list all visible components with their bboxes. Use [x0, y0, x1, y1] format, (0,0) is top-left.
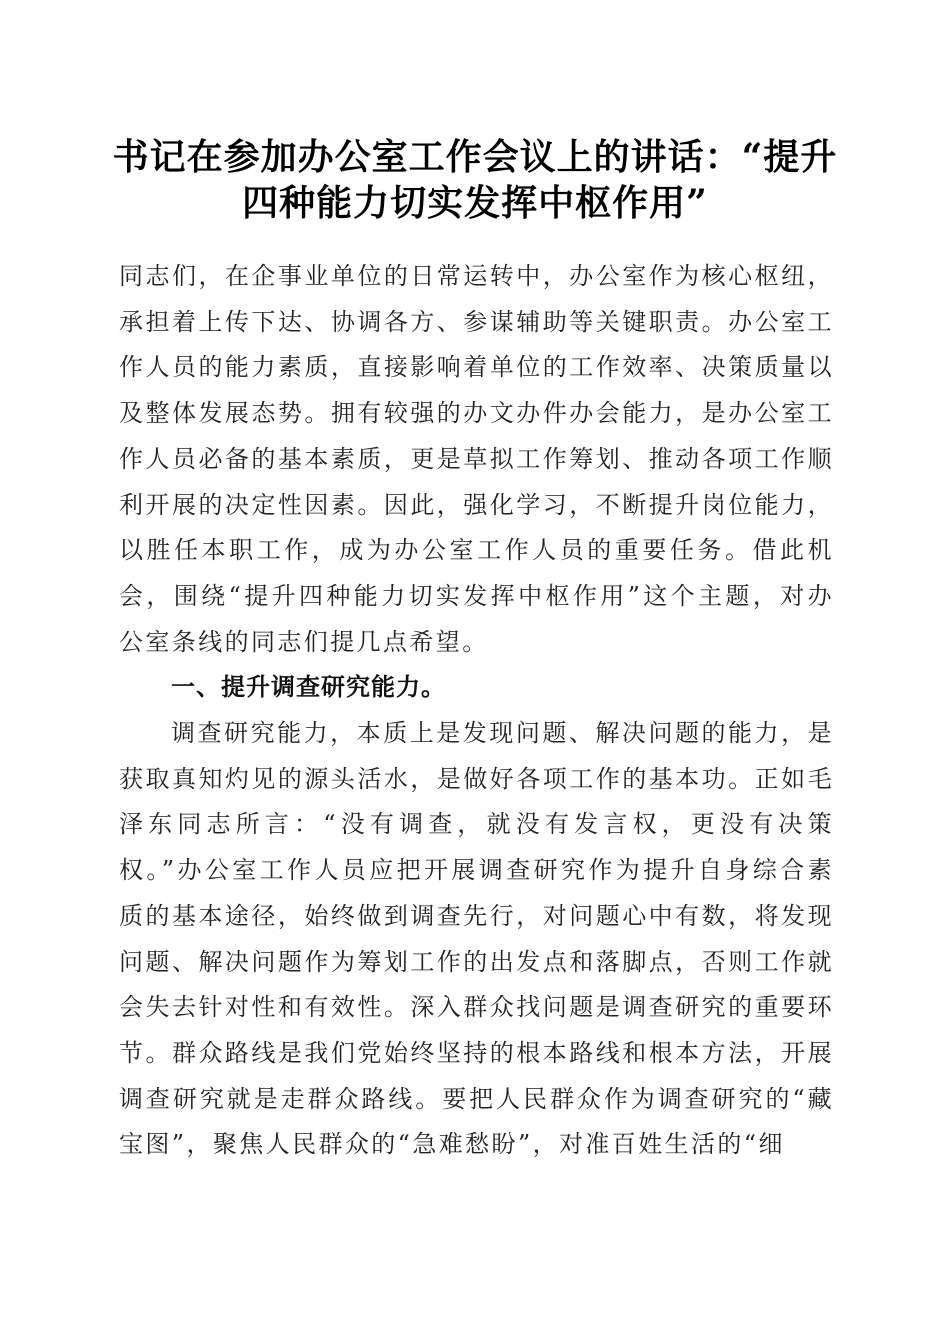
document-body — [119, 254, 834, 1168]
section-heading: 一、提升调查研究能力。 — [171, 673, 446, 702]
section-paragraph: 调查研究能力，本质上是发现问题、解决问题的能力，是获取真知灼见的源头活水，是做好各项工作的基本功。正如毛泽东同志所言：“没有调查，就没有发言权，更没有决策权。”办公室工作人员应把开展调查研究作为提升自身综合素质的基本途径，始终做到调查先行，对问题心中有数，将发现问题、解决问题作为筹划工作的出发点和落脚点，否则工作就会失去针对性和有效性。深入群众找问题是调查研究的重要环节。群众路线是我们党始终坚持的根本路线和根本方法，开展调查研究就是走群众路线。要把人民群众作为调查研究的“藏宝图”，聚焦人民群众的“急难愁盼”，对准百姓生活的“细 — [119, 719, 834, 1159]
intro-paragraph: 同志们，在企事业单位的日常运转中，办公室作为核心枢纽，承担着上传下达、协调各方、参谋辅助等关键职责。办公室工作人员的能力素质，直接影响着单位的工作效率、决策质量以及整体发展态势。拥有较强的办文办件办会能力，是办公室工作人员必备的基本素质，更是草拟工作筹划、推动各项工作顺利开展的决定性因素。因此，强化学习，不断提升岗位能力，以胜任本职工作，成为办公室工作人员的重要任务。借此机会，围绕“提升四种能力切实发挥中枢作用”这个主题，对办公室条线的同志们提几点希望。 — [119, 262, 834, 656]
document-title: 书记在参加办公室工作会议上的讲话：“提升四种能力切实发挥中枢作用” — [112, 136, 838, 224]
